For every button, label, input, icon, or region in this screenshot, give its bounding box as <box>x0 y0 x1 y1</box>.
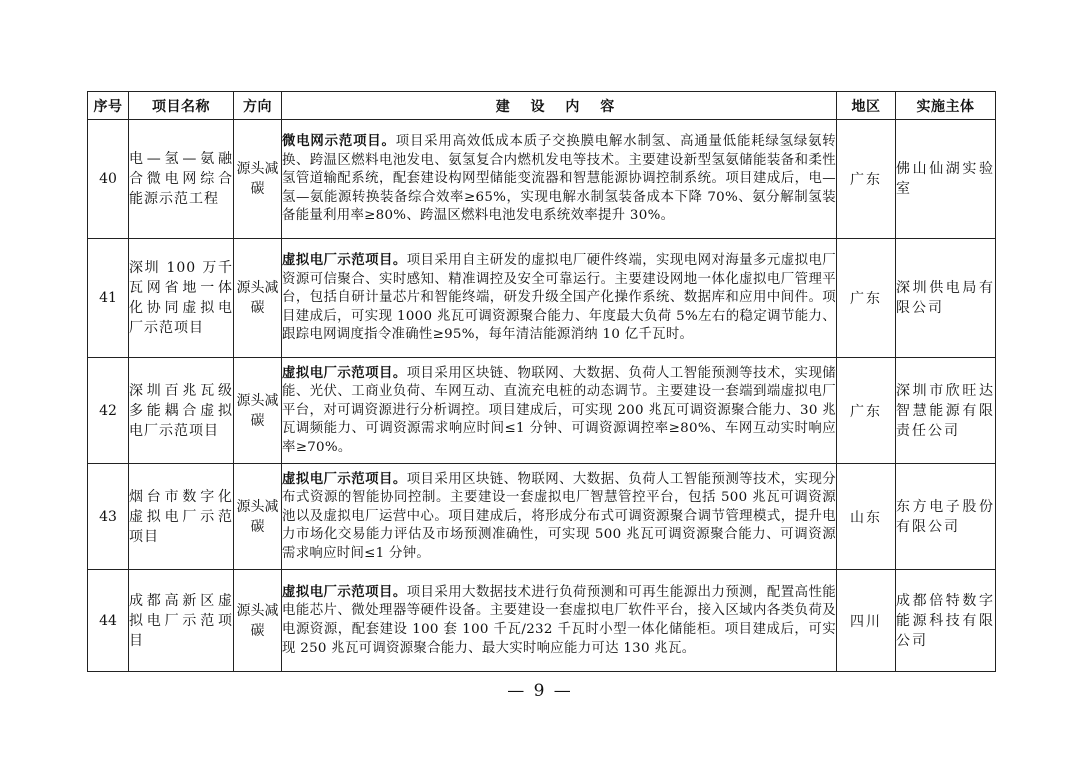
row-entity: 佛山仙湖实验室 <box>896 120 996 239</box>
row-content-lead: 虚拟电厂示范项目。 <box>282 470 407 487</box>
row-content-text: 项目采用区块链、物联网、大数据、负荷人工智能预测等技术，实现储能、光伏、工商业负荷、车网互动、直流充电桩的动态调节。主要建设一套端到端虚拟电厂平台，对可调资源进行分析调控。项目建成后，可实现 200 兆瓦可调资源聚合能力、30 兆瓦调频能力、可调资源需求响应时间≤1 分钟、可调资源调控率≥80%、车网互动实时响应率≥70%。 <box>282 365 836 455</box>
row-project-name: 深圳 100 万千瓦网省地一体化协同虚拟电厂示范项目 <box>129 239 234 358</box>
row-region: 广东 <box>837 239 896 358</box>
row-project-name: 成都高新区虚拟电厂示范项目 <box>129 570 234 672</box>
row-project-name: 电—氢—氨融合微电网综合能源示范工程 <box>129 120 234 239</box>
row-content-lead: 虚拟电厂示范项目。 <box>282 252 407 269</box>
row-direction: 源头减碳 <box>234 120 282 239</box>
page-number: — 9 — <box>507 681 573 701</box>
row-content <box>282 464 837 570</box>
row-content-lead: 微电网示范项目。 <box>282 133 396 150</box>
header-seq: 序号 <box>88 92 129 120</box>
header-entity: 实施主体 <box>896 92 996 120</box>
row-content-text: 项目采用自主研发的虚拟电厂硬件终端，实现电网对海量多元虚拟电厂资源可信聚合、实时感知、精准调控及安全可靠运行。主要建设网地一体化虚拟电厂管理平台，包括自研计量芯片和智能终端，研发升级全国产化操作系统、数据库和应用中间件。项目建成后，可实现 1000 兆瓦可调资源聚合能力、年度最大负荷 5%左右的稳定调节能力、跟踪电网调度指令准确性≥95%，每年清洁能源消纳 10 亿千瓦时。 <box>282 253 836 343</box>
row-content-text: 项目采用大数据技术进行负荷预测和可再生能源出力预测，配置高性能电能芯片、微处理器等硬件设备。主要建设一套虚拟电厂软件平台，接入区域内各类负荷及电源资源，配套建设 100 套 100 千瓦/232 千瓦时小型一体化储能柜。项目建成后，可实现 250 兆瓦可调资源聚合能力、最大实时响应能力可达 130 兆瓦。 <box>282 584 836 656</box>
row-region: 广东 <box>837 358 896 464</box>
row-seq: 40 <box>88 120 129 239</box>
row-entity: 深圳市欣旺达智慧能源有限责任公司 <box>896 358 996 464</box>
row-content <box>282 120 837 239</box>
row-content-text: 项目采用高效低成本质子交换膜电解水制氢、高通量低能耗绿氢绿氨转换、跨温区燃料电池发电、氨氢复合内燃机发电等技术。主要建设新型氢氨储能装备和柔性氢管道输配系统，配套建设构网型储能变流器和智慧能源协调控制系统。项目建成后，电—氢—氨能源转换装备综合效率≥65%，实现电解水制氢装备成本下降 70%、氨分解制氢装备能量利用率≥80%、跨温区燃料电池发电系统效率提升 30%。 <box>282 134 836 224</box>
row-entity: 成都倍特数字能源科技有限公司 <box>896 570 996 672</box>
table-header-row <box>88 92 996 120</box>
row-project-name: 烟台市数字化虚拟电厂示范项目 <box>129 464 234 570</box>
row-content <box>282 570 837 672</box>
row-region: 四川 <box>837 570 896 672</box>
row-project-name: 深圳百兆瓦级多能耦合虚拟电厂示范项目 <box>129 358 234 464</box>
row-seq: 42 <box>88 358 129 464</box>
row-seq: 44 <box>88 570 129 672</box>
table-row <box>88 464 996 570</box>
header-content: 建 设 内 容 <box>282 92 837 120</box>
row-direction: 源头减碳 <box>234 570 282 672</box>
table-row <box>88 120 996 239</box>
row-entity: 东方电子股份有限公司 <box>896 464 996 570</box>
row-content <box>282 239 837 358</box>
row-seq: 41 <box>88 239 129 358</box>
row-region: 广东 <box>837 120 896 239</box>
row-seq: 43 <box>88 464 129 570</box>
table-row <box>88 358 996 464</box>
header-name: 项目名称 <box>129 92 234 120</box>
row-direction: 源头减碳 <box>234 239 282 358</box>
row-direction: 源头减碳 <box>234 358 282 464</box>
row-content-lead: 虚拟电厂示范项目。 <box>282 364 407 381</box>
table-row <box>88 570 996 672</box>
row-content-text: 项目采用区块链、物联网、大数据、负荷人工智能预测等技术，实现分布式资源的智能协同控制。主要建设一套虚拟电厂智慧管控平台，包括 500 兆瓦可调资源池以及虚拟电厂运营中心。项目建成后，将形成分布式可调资源聚合调节管理模式，提升电力市场化交易能力评估及市场预测准确性，可实现 500 兆瓦可调资源聚合能力、可调资源需求响应时间≤1 分钟。 <box>282 471 836 561</box>
row-region: 山东 <box>837 464 896 570</box>
row-entity: 深圳供电局有限公司 <box>896 239 996 358</box>
header-direction: 方向 <box>234 92 282 120</box>
header-region: 地区 <box>837 92 896 120</box>
row-direction: 源头减碳 <box>234 464 282 570</box>
row-content-lead: 虚拟电厂示范项目。 <box>282 583 407 600</box>
project-table <box>87 91 996 672</box>
row-content <box>282 358 837 464</box>
table-row <box>88 239 996 358</box>
